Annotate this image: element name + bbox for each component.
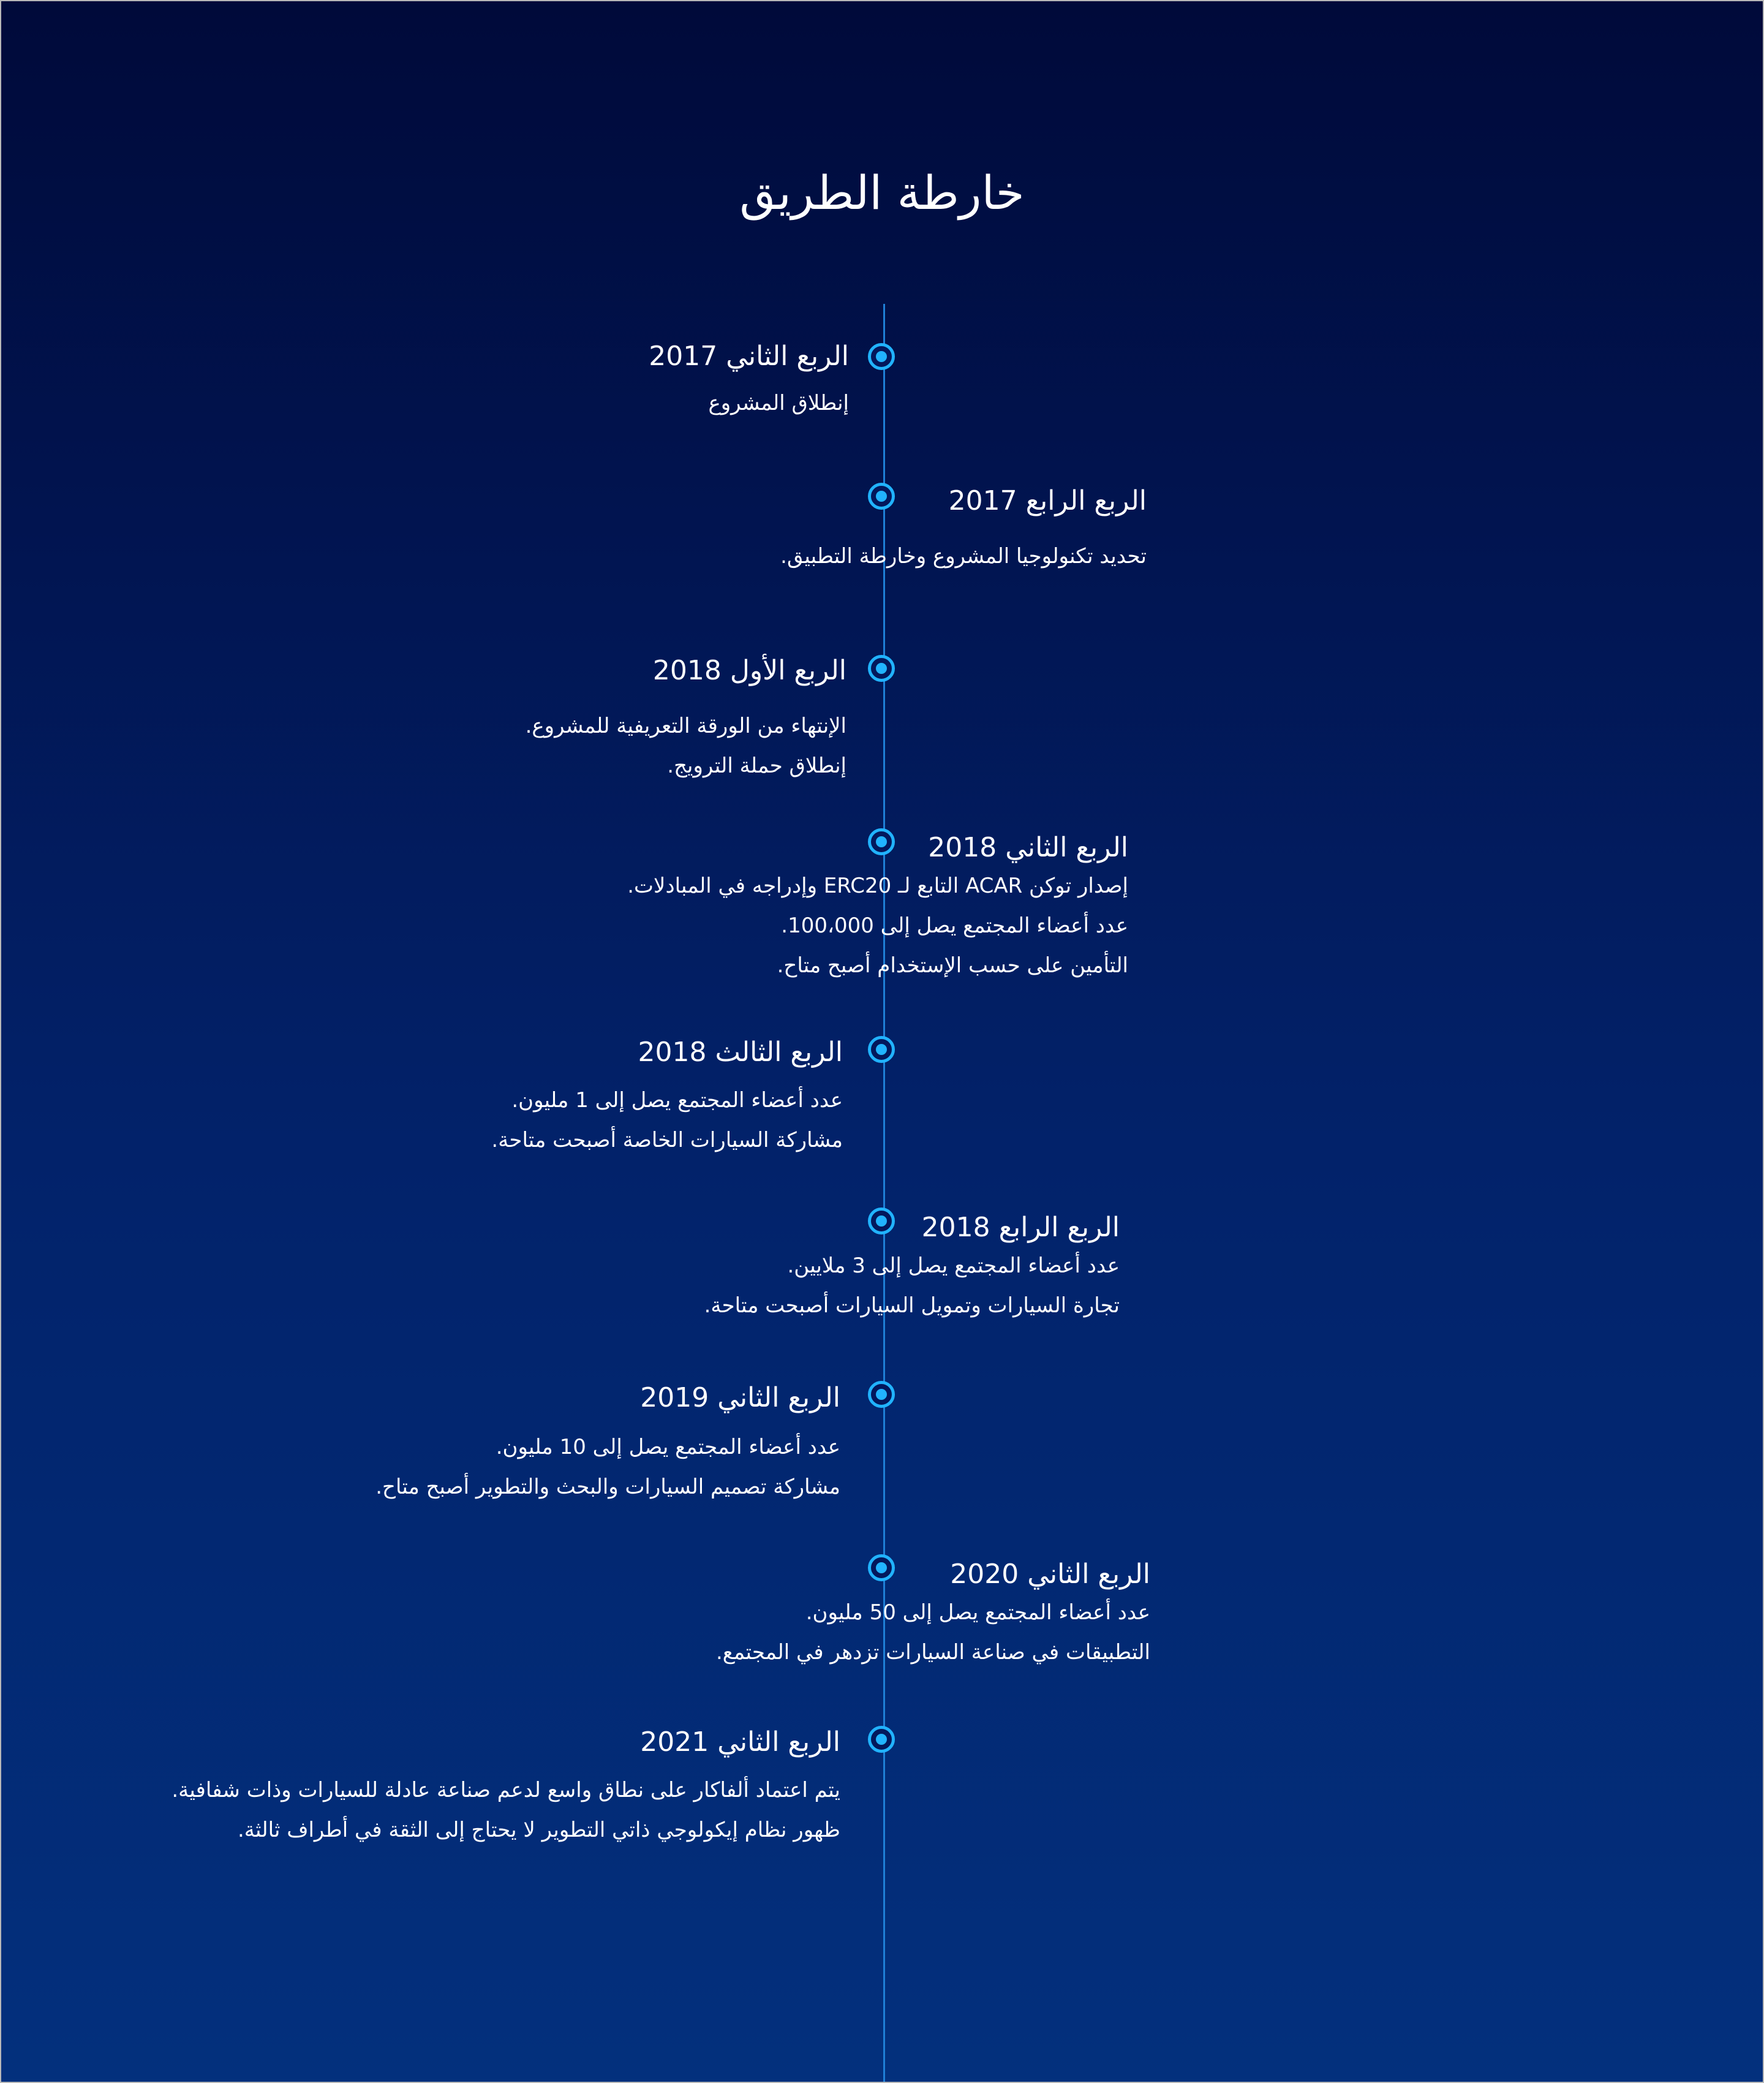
timeline-line: عدد أعضاء المجتمع يصل إلى 1 مليون. xyxy=(511,1088,843,1113)
timeline-quarter: الربع الثاني 2018 xyxy=(928,832,1128,863)
timeline-line: مشاركة تصميم السيارات والبحث والتطوير أصبح متاح. xyxy=(375,1475,840,1499)
circle-dot-icon xyxy=(868,1036,895,1063)
timeline-line: يتم اعتماد ألفاكار على نطاق واسع لدعم صناعة عادلة للسيارات وذات شفافية. xyxy=(172,1778,840,1802)
timeline-entry xyxy=(375,1380,840,1507)
circle-dot-icon xyxy=(868,343,895,370)
timeline-quarter: الربع الثاني 2021 xyxy=(640,1726,840,1758)
timeline-line: عدد أعضاء المجتمع يصل إلى 100،000. xyxy=(781,913,1128,938)
timeline-line: عدد أعضاء المجتمع يصل إلى 50 مليون. xyxy=(805,1600,1150,1625)
circle-dot-icon xyxy=(868,655,895,682)
timeline-quarter: الربع الثاني 2020 xyxy=(950,1559,1150,1590)
timeline-quarter: الربع الرابع 2018 xyxy=(921,1212,1120,1243)
timeline-entry xyxy=(608,483,1147,577)
timeline-quarter: الربع الرابع 2017 xyxy=(948,485,1147,516)
timeline-line: الإنتهاء من الورقة التعريفية للمشروع. xyxy=(525,714,846,738)
timeline-entry xyxy=(611,1556,1150,1673)
timeline-entry xyxy=(491,1034,843,1160)
timeline-line: عدد أعضاء المجتمع يصل إلى 10 مليون. xyxy=(496,1435,840,1459)
timeline-entry xyxy=(649,338,849,423)
timeline-line: إصدار توكن ACAR التابع لـ ERC20 وإدراجه في المبادلات. xyxy=(627,874,1128,898)
circle-dot-icon xyxy=(868,1726,895,1753)
timeline-line: ظهور نظام إيكولوجي ذاتي التطوير لا يحتاج إلى الثقة في أطراف ثالثة. xyxy=(237,1818,840,1842)
page-title: خارطة الطريق xyxy=(739,165,1025,220)
timeline-entry xyxy=(172,1724,840,1850)
timeline-entry xyxy=(577,830,1128,986)
timeline-line: تحديد تكنولوجيا المشروع وخارطة التطبيق. xyxy=(780,544,1147,569)
timeline-line: مشاركة السيارات الخاصة أصبحت متاحة. xyxy=(491,1128,843,1152)
timeline-line: التطبيقات في صناعة السيارات تزدهر في المجتمع. xyxy=(716,1640,1150,1665)
timeline-line: عدد أعضاء المجتمع يصل إلى 3 ملايين. xyxy=(787,1253,1120,1278)
timeline-entry xyxy=(526,652,846,786)
timeline-quarter: الربع الثاني 2017 xyxy=(649,341,849,372)
timeline-line: التأمين على حسب الإستخدام أصبح متاح. xyxy=(777,953,1128,978)
timeline-quarter: الربع الثاني 2019 xyxy=(640,1382,840,1413)
timeline-quarter: الربع الثالث 2018 xyxy=(638,1037,843,1068)
timeline-line: إنطلاق المشروع xyxy=(708,391,849,415)
timeline-quarter: الربع الأول 2018 xyxy=(652,655,846,686)
circle-dot-icon xyxy=(868,1381,895,1408)
timeline-entry xyxy=(581,1209,1120,1326)
timeline-line: تجارة السيارات وتمويل السيارات أصبحت متاحة. xyxy=(704,1293,1120,1318)
timeline-line: إنطلاق حملة الترويج. xyxy=(667,754,846,778)
